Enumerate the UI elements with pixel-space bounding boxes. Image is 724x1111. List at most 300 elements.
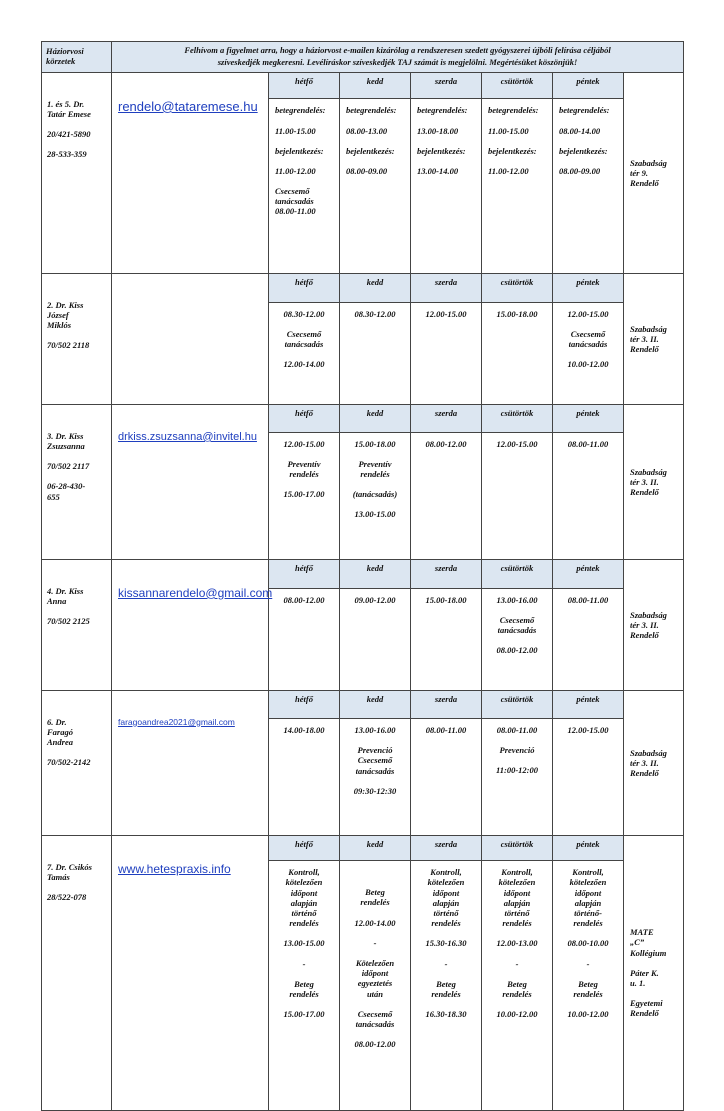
hours-cell-kedd [340, 99, 411, 273]
location-line: Rendelő [630, 177, 659, 188]
district-line: 28-533-359 [47, 149, 87, 160]
hours-line: 08.30-12.00 [354, 308, 396, 319]
day-header-péntek: péntek [553, 835, 624, 861]
hours-line: történő [291, 908, 317, 919]
hours-cell-csütörtök [482, 302, 553, 404]
hours-cell-kedd [340, 432, 411, 559]
hours-line: tanácsadás [497, 625, 537, 636]
notice-line: Felhívom a figyelmet arra, hogy a háziorvost e-mailen kizárólag a rendszeresen szedett gyógyszerei újbóli felírása céljából [184, 45, 611, 55]
hours-line: bejelentkezés: [488, 145, 537, 156]
hours-cell-csütörtök [482, 861, 553, 1111]
hours-line: 12.00-15.00 [425, 308, 467, 319]
hours-line: - [515, 958, 519, 969]
hours-line: 12.00-14.00 [354, 917, 396, 928]
spacer [346, 136, 408, 146]
hours-line: tanácsadás [355, 1018, 395, 1029]
email-link[interactable]: www.hetespraxis.info [118, 861, 231, 876]
hours-line: történő- [574, 908, 602, 919]
spacer [484, 999, 550, 1009]
district-cell [42, 835, 112, 1110]
hours-line: Kontroll, [288, 867, 320, 878]
hours-line: kötelezően [285, 877, 323, 888]
district-line: Tatár Emese [47, 108, 91, 119]
hours-line: rendelés [289, 469, 319, 479]
spacer [342, 479, 408, 489]
location-line: tér 9. [630, 167, 648, 178]
district-line: Anna [47, 595, 67, 606]
schedule-body [42, 42, 684, 1111]
spacer [555, 349, 621, 359]
spacer [271, 969, 337, 979]
hours-line: 10.00-12.00 [567, 359, 609, 370]
hours-line: 11.00-12.00 [275, 165, 316, 176]
day-header-kedd: kedd [340, 404, 411, 432]
hours-line: 08.00-09.00 [559, 165, 601, 176]
hours-line: (tanácsadás) [352, 489, 398, 500]
hours-line: 08.00-12.00 [354, 1039, 396, 1050]
spacer [271, 479, 337, 489]
hours-line: 15.00-18.00 [354, 438, 396, 449]
hours-line: Beteg [578, 978, 598, 989]
hours-line: 15.00-18.00 [425, 594, 467, 605]
hours-line: betegrendelés: [346, 105, 397, 116]
hours-line: bejelentkezés: [559, 145, 608, 156]
hours-line: történő [504, 908, 530, 919]
hours-line: tanácsadás [284, 339, 324, 350]
day-header-kedd: kedd [340, 690, 411, 718]
hours-line: 12.00-15.00 [567, 308, 609, 319]
hours-line: Preventív [287, 458, 321, 469]
spacer [47, 139, 107, 149]
district-line: 20/421-5890 [47, 129, 91, 140]
spacer [555, 969, 621, 979]
hours-line: 11.00-15.00 [275, 125, 316, 136]
spacer [555, 949, 621, 959]
hours-line: rendelés [502, 918, 532, 929]
email-cell [112, 273, 269, 404]
day-header-kedd: kedd [340, 559, 411, 588]
spacer [484, 928, 550, 938]
district-line: Miklós [47, 320, 72, 331]
day-header-row [42, 404, 684, 432]
spacer [555, 319, 621, 329]
hours-line: betegrendelés: [275, 105, 326, 116]
spacer [342, 928, 408, 938]
hours-line: rendelés [431, 988, 461, 999]
day-header-szerda: szerda [411, 559, 482, 588]
hours-line: 15.00-17.00 [283, 489, 325, 500]
email-link[interactable]: faragoandrea2021@gmail.com [118, 716, 235, 727]
spacer [413, 999, 479, 1009]
spacer [488, 136, 550, 146]
hours-line: rendelés [502, 988, 532, 999]
hours-cell-csütörtök [482, 432, 553, 559]
district-cell [42, 273, 112, 404]
hours-line: Beteg [507, 978, 527, 989]
hours-line: 09.00-12.00 [354, 594, 396, 605]
hours-line: 11.00-15.00 [488, 125, 529, 136]
hours-line: kötelezően [569, 877, 607, 888]
spacer [271, 999, 337, 1009]
district-line: Andrea [47, 737, 73, 748]
hours-line: Beteg [365, 887, 385, 898]
hours-line: 09:30-12:30 [353, 785, 397, 796]
hours-line: 08.00-11.00 [567, 438, 609, 449]
hours-line: rendelés [573, 988, 603, 999]
location-line: Rendelő [630, 767, 659, 778]
hours-line: 11:00-12:00 [495, 765, 539, 776]
spacer [484, 605, 550, 615]
spacer [271, 449, 337, 459]
spacer [342, 735, 408, 745]
hours-cell-hétfő [269, 99, 340, 273]
hours-line: rendelés [289, 918, 319, 929]
hours-cell-hétfő [269, 302, 340, 404]
notice-header [112, 42, 684, 73]
spacer [342, 877, 408, 887]
spacer [275, 136, 337, 146]
hours-line: tanácsadás [568, 339, 608, 350]
location-cell [624, 835, 684, 1110]
hours-line: alapján [432, 897, 460, 908]
spacer [342, 776, 408, 786]
spacer [484, 735, 550, 745]
hours-line: időpont [432, 887, 460, 898]
hours-line: 08.00-12.00 [425, 438, 467, 449]
day-header-szerda: szerda [411, 404, 482, 432]
spacer [488, 116, 550, 126]
hours-line: bejelentkezés: [417, 145, 466, 156]
district-cell [42, 72, 112, 273]
hours-line: egyeztetés [357, 978, 393, 989]
location-line: Szabadság [630, 323, 667, 334]
day-header-row [42, 559, 684, 588]
hours-line: Beteg [436, 978, 456, 989]
district-line: 28/522-078 [47, 892, 87, 903]
notice-line: szíveskedjék megkeresni. Levélíráskor szíveskedjék TAJ számát is megjelölni. Megértésüket köszönjük! [217, 56, 578, 67]
spacer [555, 999, 621, 1009]
day-header-szerda: szerda [411, 72, 482, 99]
spacer [47, 451, 107, 461]
day-header-kedd: kedd [340, 72, 411, 99]
district-line: 70/502 2117 [47, 461, 90, 472]
hours-line: 15.30-16.30 [425, 938, 467, 949]
spacer [47, 606, 107, 616]
email-cell [112, 404, 269, 559]
hours-line: 12.00-14.00 [283, 359, 325, 370]
hours-line: időpont [361, 968, 389, 979]
hours-line: 15.00-18.00 [496, 308, 538, 319]
spacer [47, 747, 107, 757]
location-cell [624, 559, 684, 690]
spacer [484, 949, 550, 959]
spacer [271, 928, 337, 938]
day-header-csütörtök: csütörtök [482, 559, 553, 588]
hours-cell-csütörtök [482, 99, 553, 273]
spacer [630, 958, 679, 968]
spacer [413, 949, 479, 959]
hours-line: Csecsemő [357, 1008, 393, 1019]
day-header-csütörtök: csütörtök [482, 835, 553, 861]
hours-line: 11.00-12.00 [488, 165, 529, 176]
hours-line: rendelés [431, 918, 461, 929]
hours-line: 14.00-18.00 [283, 725, 325, 736]
day-header-kedd: kedd [340, 273, 411, 302]
location-line: u. 1. [630, 977, 646, 988]
district-line: 70/502 2125 [47, 616, 90, 627]
hours-line: Csecsemő [357, 755, 393, 766]
day-header-hétfő: hétfő [269, 835, 340, 861]
spacer [342, 948, 408, 958]
spacer [346, 156, 408, 166]
location-line: Rendelő [630, 343, 659, 354]
email-cell [112, 72, 269, 273]
day-header-péntek: péntek [553, 690, 624, 718]
spacer [47, 882, 107, 892]
location-line: tér 3. II. [630, 757, 659, 768]
spacer [417, 136, 479, 146]
hours-line: 13.00-16.00 [496, 594, 538, 605]
location-cell [624, 72, 684, 273]
email-link[interactable]: rendelo@tataremese.hu [118, 98, 258, 114]
spacer [342, 449, 408, 459]
spacer [555, 928, 621, 938]
day-header-kedd: kedd [340, 835, 411, 861]
spacer [271, 319, 337, 329]
spacer [559, 136, 621, 146]
hours-line: 08.00-12.00 [283, 594, 325, 605]
hours-line: Preventív [358, 458, 392, 469]
day-header-row [42, 690, 684, 718]
hours-line: - [373, 937, 377, 948]
location-line: Rendelő [630, 486, 659, 497]
hours-cell-hétfő [269, 861, 340, 1111]
hours-line: - [302, 958, 306, 969]
hours-line: 13.00-16.00 [354, 725, 396, 736]
spacer [417, 116, 479, 126]
spacer [484, 755, 550, 765]
hours-line: Beteg [294, 978, 314, 989]
hours-cell-csütörtök [482, 719, 553, 836]
spacer [47, 119, 107, 129]
day-header-hétfő: hétfő [269, 690, 340, 718]
hours-line: 10.00-12.00 [567, 1009, 609, 1020]
hours-line: rendelés [289, 988, 319, 999]
hours-line: 13.00-15.00 [354, 509, 396, 520]
hours-line: - [444, 958, 448, 969]
hours-line: történő [433, 908, 459, 919]
district-line: József [47, 309, 69, 320]
day-header-hétfő: hétfő [269, 559, 340, 588]
hours-cell-péntek [553, 861, 624, 1111]
day-header-péntek: péntek [553, 72, 624, 99]
hours-line: Kontroll, [572, 867, 604, 878]
hours-line: Csecsemő [275, 186, 310, 197]
hours-line: Kontroll, [430, 867, 462, 878]
hours-line: rendelés [360, 897, 390, 908]
hours-cell-kedd [340, 719, 411, 836]
hours-line: Kötelezően [355, 958, 395, 969]
hours-line: időpont [290, 887, 318, 898]
location-cell [624, 690, 684, 835]
district-line: 7. Dr. Csikós [47, 861, 92, 872]
hours-cell-szerda [411, 302, 482, 404]
location-line: Szabadság [630, 609, 667, 620]
hours-cell-péntek [553, 302, 624, 404]
day-header-csütörtök: csütörtök [482, 404, 553, 432]
hours-line: 12.00-15.00 [283, 438, 325, 449]
hours-line: alapján [574, 897, 602, 908]
hours-line: kötelezően [427, 877, 465, 888]
hours-line: időpont [574, 887, 602, 898]
spacer [275, 156, 337, 166]
district-line: 1. és 5. Dr. [47, 98, 85, 109]
hours-line: 08.00-12.00 [496, 645, 538, 656]
hours-cell-csütörtök [482, 588, 553, 690]
spacer [271, 349, 337, 359]
day-header-szerda: szerda [411, 273, 482, 302]
day-header-csütörtök: csütörtök [482, 72, 553, 99]
hours-line: 13.00-15.00 [283, 938, 325, 949]
hours-line: 08.00-10.00 [567, 938, 609, 949]
hours-cell-szerda [411, 99, 482, 273]
location-line: Szabadság [630, 157, 667, 168]
hours-cell-kedd [340, 588, 411, 690]
day-header-péntek: péntek [553, 273, 624, 302]
hours-line: tanácsadás [355, 765, 395, 776]
hours-line: - [586, 958, 590, 969]
hours-cell-szerda [411, 861, 482, 1111]
hours-cell-kedd [340, 861, 411, 1111]
location-cell [624, 404, 684, 559]
email-link[interactable]: kissannarendelo@gmail.com [118, 585, 273, 600]
district-line: 6. Dr. [47, 716, 67, 727]
hours-line: betegrendelés: [417, 105, 468, 116]
spacer [342, 499, 408, 509]
header-row [42, 42, 684, 73]
hours-cell-hétfő [269, 432, 340, 559]
hours-line: 12.00-15.00 [496, 438, 538, 449]
day-header-hétfő: hétfő [269, 72, 340, 99]
location-line: Páter K. [630, 967, 659, 978]
hours-line: bejelentkezés: [346, 145, 395, 156]
hours-cell-szerda [411, 719, 482, 836]
hours-line: Csecsemő [286, 328, 322, 339]
district-cell [42, 559, 112, 690]
hours-line: 12.00-15.00 [567, 725, 609, 736]
district-line: 4. Dr. Kiss [47, 585, 84, 596]
hours-line: után [366, 988, 384, 999]
hours-line: 08.00-09.00 [346, 165, 388, 176]
hours-line: 08.00-13.00 [346, 125, 388, 136]
spacer [346, 116, 408, 126]
location-line: tér 3. II. [630, 333, 659, 344]
hours-line: 08.00-11.00 [567, 594, 609, 605]
hours-line: Csecsemő [499, 614, 535, 625]
email-cell [112, 835, 269, 1110]
hours-cell-hétfő [269, 588, 340, 690]
district-line: 655 [47, 491, 60, 502]
spacer [275, 176, 337, 186]
district-header [42, 42, 112, 73]
spacer [342, 1029, 408, 1039]
hours-line: rendelés [360, 469, 390, 479]
district-cell [42, 690, 112, 835]
hours-line: Csecsemő [570, 328, 606, 339]
spacer [342, 999, 408, 1009]
hours-line: 15.00-17.00 [283, 1009, 325, 1020]
spacer [559, 116, 621, 126]
spacer [342, 867, 408, 877]
location-line: tér 3. II. [630, 476, 659, 487]
hours-line: kötelezően [498, 877, 536, 888]
district-line: 2. Dr. Kiss [47, 299, 84, 310]
hours-line: 08.00-11.00 [275, 206, 316, 217]
spacer [342, 908, 408, 918]
hours-line: tanácsadás [275, 196, 314, 207]
hours-line: 08.00-11.00 [425, 725, 467, 736]
location-line: Rendelő [630, 629, 659, 640]
day-header-péntek: péntek [553, 559, 624, 588]
spacer [484, 969, 550, 979]
hours-line: rendelés [573, 918, 603, 929]
spacer [417, 156, 479, 166]
hours-cell-szerda [411, 588, 482, 690]
day-header-szerda: szerda [411, 835, 482, 861]
district-line: 06-28-430- [47, 481, 86, 492]
spacer [488, 156, 550, 166]
district-header-line: körzetek [46, 56, 76, 67]
hours-line: alapján [290, 897, 318, 908]
hours-cell-péntek [553, 588, 624, 690]
hours-cell-hétfő [269, 719, 340, 836]
day-header-csütörtök: csütörtök [482, 690, 553, 718]
spacer [413, 928, 479, 938]
location-line: Rendelő [630, 1008, 659, 1019]
spacer [413, 969, 479, 979]
district-header-line: Háziorvosi [46, 46, 84, 56]
hours-cell-péntek [553, 719, 624, 836]
district-line: 3. Dr. Kiss [47, 430, 84, 441]
day-header-szerda: szerda [411, 690, 482, 718]
hours-line: időpont [503, 887, 531, 898]
day-header-hétfő: hétfő [269, 273, 340, 302]
location-line: „C” [630, 937, 645, 948]
hours-line: 08.00-14.00 [559, 125, 601, 136]
district-line: 70/502 2118 [47, 340, 90, 351]
spacer [275, 116, 337, 126]
location-line: Kollégium [630, 947, 667, 958]
spacer [271, 949, 337, 959]
spacer [484, 635, 550, 645]
schedule-table [41, 41, 684, 1111]
hours-line: 08.30-12.00 [283, 308, 325, 319]
email-cell [112, 559, 273, 690]
email-link[interactable]: drkiss.zsuzsanna@invitel.hu [118, 430, 257, 443]
hours-line: 10.00-12.00 [496, 1009, 538, 1020]
hours-line: betegrendelés: [559, 105, 610, 116]
hours-line: betegrendelés: [488, 105, 539, 116]
location-line: Szabadság [630, 466, 667, 477]
district-line: Faragó [47, 726, 73, 737]
hours-line: alapján [503, 897, 531, 908]
day-header-row [42, 72, 684, 99]
hours-line: 08.00-11.00 [496, 725, 538, 736]
hours-cell-kedd [340, 302, 411, 404]
location-line: tér 3. II. [630, 619, 659, 630]
email-cell [112, 690, 269, 835]
day-header-row [42, 273, 684, 302]
